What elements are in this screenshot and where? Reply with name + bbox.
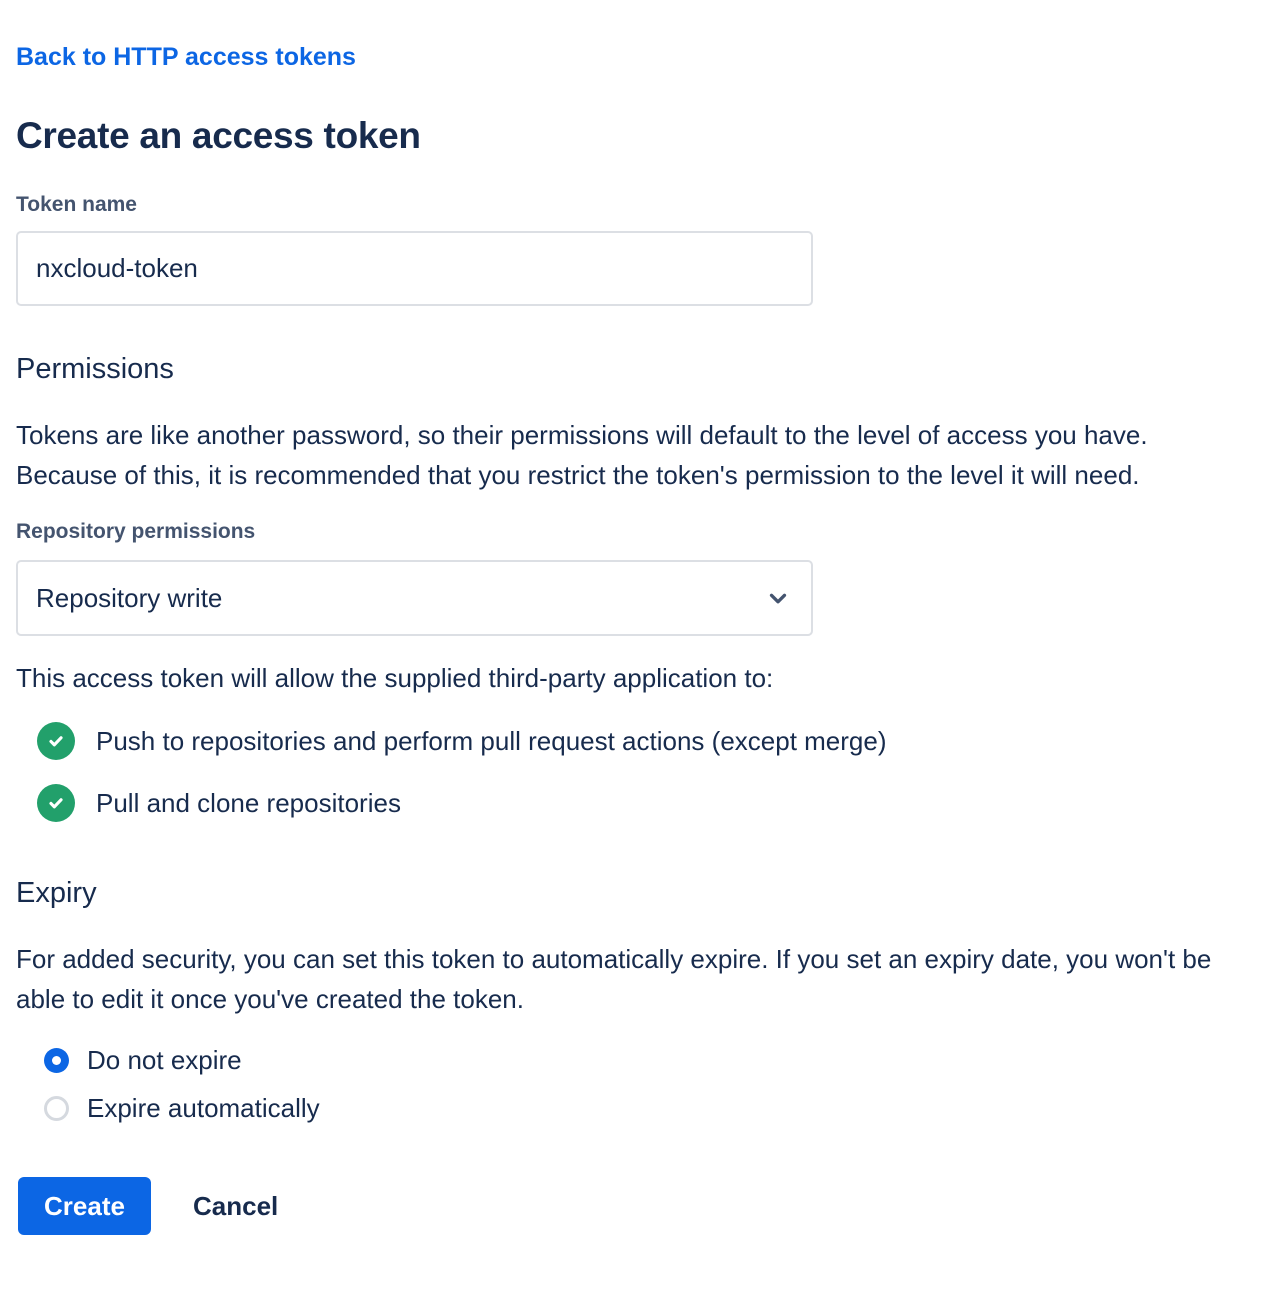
permissions-description: Tokens are like another password, so their permissions will default to the level of access you have. Because of this, it is recommended that you restrict the token's permission to the level it will need. xyxy=(16,420,1148,490)
permissions-heading: Permissions xyxy=(16,353,174,385)
check-circle-icon xyxy=(37,784,75,822)
repository-permissions-select[interactable] xyxy=(16,560,813,636)
capability-item xyxy=(37,722,1258,760)
radio-expire-automatically[interactable] xyxy=(44,1091,1258,1125)
chevron-down-icon xyxy=(765,585,791,611)
cancel-button[interactable]: Cancel xyxy=(177,1177,294,1235)
token-name-label: Token name xyxy=(16,193,137,216)
repository-permissions-value: Repository write xyxy=(36,582,223,613)
radio-unselected-icon[interactable] xyxy=(44,1096,69,1121)
expiry-heading: Expiry xyxy=(16,877,97,909)
check-circle-icon xyxy=(37,722,75,760)
form-actions xyxy=(18,1177,1258,1235)
back-link[interactable]: Back to HTTP access tokens xyxy=(16,43,356,71)
capability-list xyxy=(16,722,1258,822)
allow-intro: This access token will allow the supplied third-party application to: xyxy=(16,663,774,693)
capability-label: Pull and clone repositories xyxy=(96,788,401,818)
page-title: Create an access token xyxy=(16,115,421,156)
repository-permissions-label: Repository permissions xyxy=(16,520,256,543)
capability-item xyxy=(37,784,1258,822)
capability-label: Push to repositories and perform pull request actions (except merge) xyxy=(96,726,887,756)
radio-selected-icon[interactable] xyxy=(44,1048,69,1073)
token-name-input[interactable] xyxy=(16,231,813,306)
radio-label: Expire automatically xyxy=(87,1093,320,1123)
radio-do-not-expire[interactable] xyxy=(44,1043,1258,1077)
create-button[interactable]: Create xyxy=(18,1177,151,1235)
expiry-description: For added security, you can set this token to automatically expire. If you set an expiry date, you won't be able to edit it once you've created the token. xyxy=(16,944,1212,1014)
radio-label: Do not expire xyxy=(87,1045,242,1075)
expiry-radio-group xyxy=(16,1043,1258,1125)
